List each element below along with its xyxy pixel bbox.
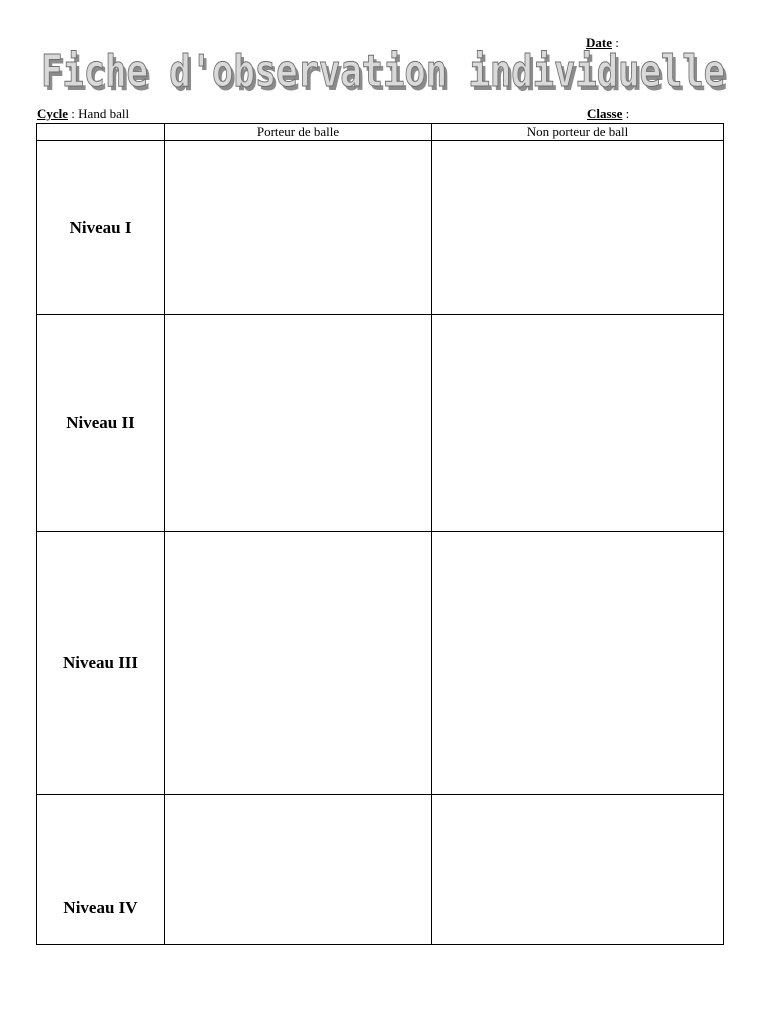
non-porteur-cell[interactable] [432,532,724,795]
cycle-field [37,106,129,122]
table-row [37,795,724,945]
porteur-cell[interactable] [165,795,432,945]
non-porteur-cell[interactable] [432,141,724,315]
level-label: Niveau III [37,532,165,795]
date-label: Date [586,35,612,50]
header-empty-cell [37,124,165,141]
title-wordart [40,44,730,102]
cycle-value: : Hand ball [68,106,130,121]
meta-row [37,106,723,123]
table-header-row [37,124,724,141]
header-porteur: Porteur de balle [165,124,432,141]
classe-separator: : [622,106,630,121]
title-shadow: Fiche d'observation individuelle [44,50,728,101]
level-label: Niveau I [37,141,165,315]
classe-label: Classe [587,106,623,121]
level-label: Niveau IV [37,795,165,945]
classe-field [587,106,629,122]
observation-table [36,123,724,945]
table-row [37,315,724,532]
level-label: Niveau II [37,315,165,532]
table-row [37,141,724,315]
header-non-porteur: Non porteur de ball [432,124,724,141]
non-porteur-cell[interactable] [432,795,724,945]
table-row [37,532,724,795]
porteur-cell[interactable] [165,141,432,315]
porteur-cell[interactable] [165,315,432,532]
non-porteur-cell[interactable] [432,315,724,532]
date-separator: : [612,35,619,50]
cycle-label: Cycle [37,106,69,121]
title-text: Fiche d'observation individuelle [41,46,725,97]
porteur-cell[interactable] [165,532,432,795]
page-title [40,44,730,102]
